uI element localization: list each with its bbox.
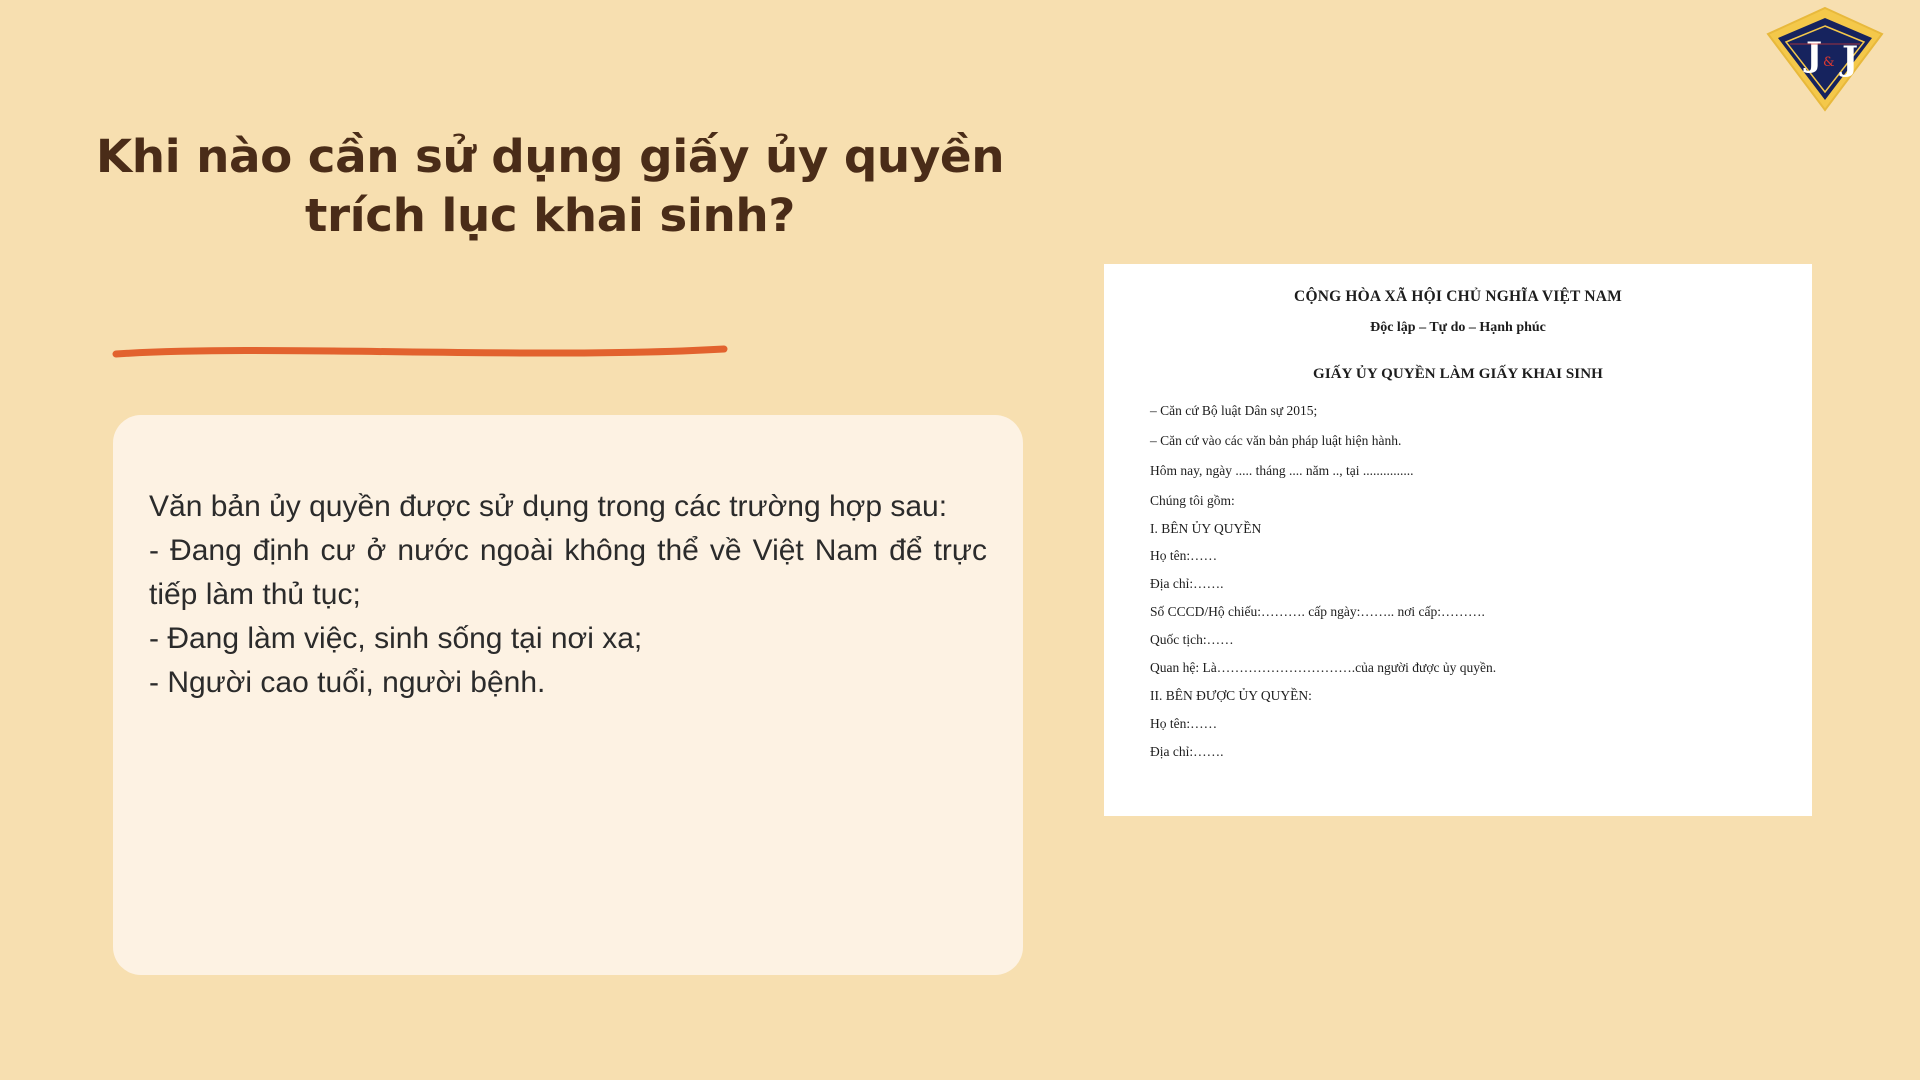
document-line: – Căn cứ Bộ luật Dân sự 2015; <box>1150 403 1318 418</box>
document-line: Số CCCD/Hộ chiếu:………. cấp ngày:…….. nơi cấp:………. <box>1150 604 1485 620</box>
card-paragraph-1: Văn bản ủy quyền được sử dụng trong các trường hợp sau: <box>149 490 948 523</box>
content-card <box>113 415 1023 975</box>
card-paragraph-4: - Người cao tuổi, người bệnh. <box>149 666 546 700</box>
document-line: Họ tên:…… <box>1150 548 1218 564</box>
svg-text:J: J <box>1842 39 1859 79</box>
card-paragraph-2: - Đang định cư ở nước ngoài không thể về Việt Nam để trực tiếp làm thủ tục; <box>149 534 987 612</box>
document-header-country: CỘNG HÒA XÃ HỘI CHỦ NGHĨA VIỆT NAM <box>1294 288 1622 305</box>
document-line: Chúng tôi gồm: <box>1150 492 1235 508</box>
title-underline <box>112 340 872 362</box>
card-paragraph-3: - Đang làm việc, sinh sống tại nơi xa; <box>149 622 643 656</box>
svg-text:&: & <box>1823 55 1835 70</box>
document-line: Quốc tịch:…… <box>1150 632 1234 647</box>
document-line: Hôm nay, ngày ..... tháng .... năm .., tại ............... <box>1150 462 1414 478</box>
document-section-heading: II. BÊN ĐƯỢC ỦY QUYỀN: <box>1150 687 1312 703</box>
document-line: – Căn cứ vào các văn bản pháp luật hiện hành. <box>1150 432 1402 448</box>
slide-title-block <box>95 128 1005 245</box>
document-section-heading: I. BÊN ỦY QUYỀN <box>1150 520 1262 536</box>
document-line: Quan hệ: Là………………………….của người được ủy quyền. <box>1150 659 1497 675</box>
page-title: Khi nào cần sử dụng giấy ủy quyền trích lục khai sinh? <box>95 130 1005 242</box>
document-line: Họ tên:…… <box>1150 715 1218 731</box>
document-title: GIẤY ỦY QUYỀN LÀM GIẤY KHAI SINH <box>1313 366 1603 382</box>
document-header-motto: Độc lập – Tự do – Hạnh phúc <box>1370 320 1546 335</box>
document-line: Địa chỉ:……. <box>1150 743 1224 759</box>
brand-logo <box>1760 4 1890 114</box>
svg-text:J: J <box>1806 35 1823 75</box>
document-line: Địa chỉ:……. <box>1150 576 1224 592</box>
document-preview <box>1104 264 1812 816</box>
